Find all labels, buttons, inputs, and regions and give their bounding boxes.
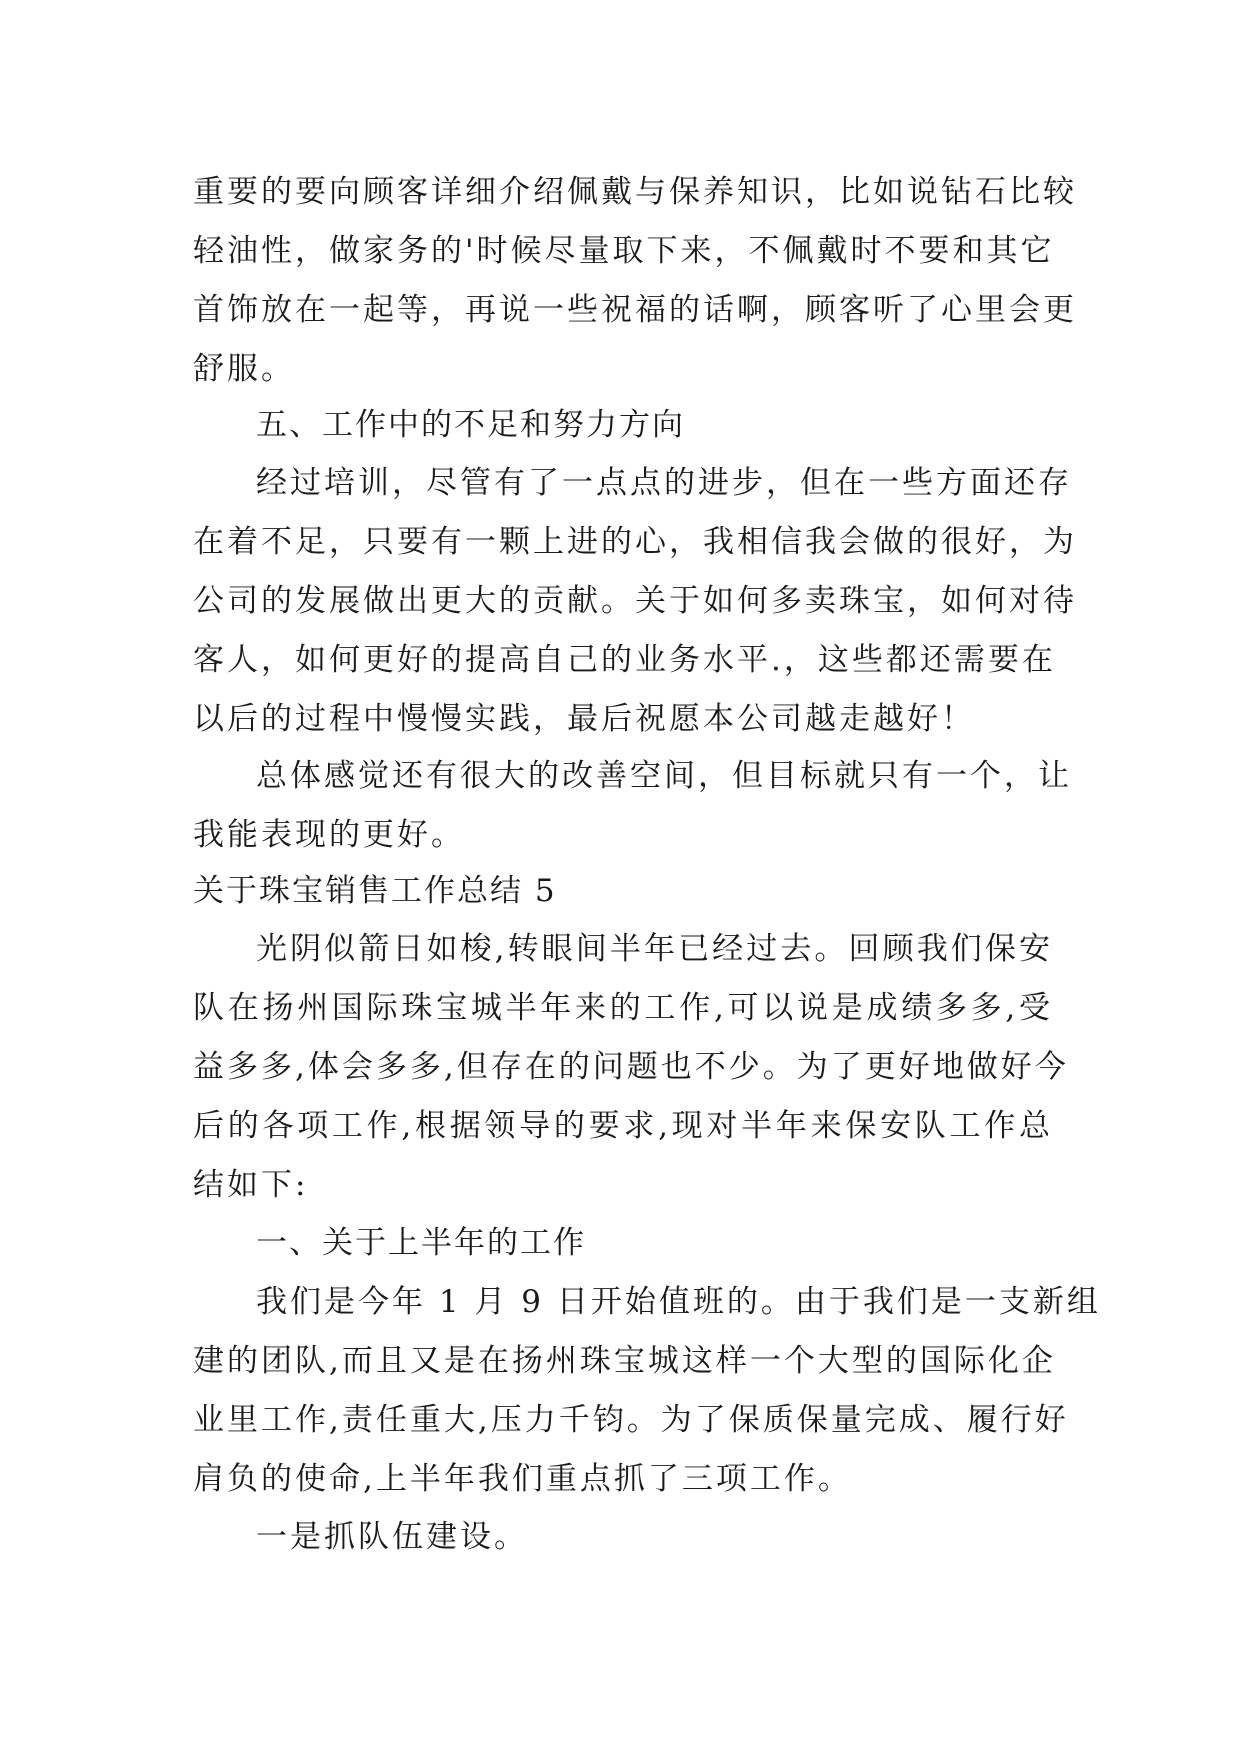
body-text-line: 光阴似箭日如梭,转眼间半年已经过去。回顾我们保安: [256, 931, 1053, 967]
body-text-line: 我们是今年 1 月 9 日开始值班的。由于我们是一支新组: [256, 1284, 1101, 1320]
body-text-line: 建的团队,而且又是在扬州珠宝城这样一个大型的国际化企: [193, 1343, 1056, 1379]
body-text-line: 队在扬州国际珠宝城半年来的工作,可以说是成绩多多,受: [193, 990, 1053, 1026]
body-text-line: 首饰放在一起等，再说一些祝福的话啊，顾客听了心里会更: [193, 292, 1077, 328]
body-text-line: 以后的过程中慢慢实践，最后祝愿本公司越走越好！: [193, 701, 975, 737]
document-title: 关于珠宝销售工作总结 5: [193, 873, 557, 909]
body-text-line: 在着不足，只要有一颗上进的心，我相信我会做的很好，为: [193, 524, 1077, 560]
body-text-line: 业里工作,责任重大,压力千钧。为了保质保量完成、履行好: [193, 1402, 1069, 1438]
body-text-line: 重要的要向顾客详细介绍佩戴与保养知识，比如说钻石比较: [193, 174, 1077, 210]
body-text-line: 我能表现的更好。: [193, 817, 465, 853]
section-heading: 一、关于上半年的工作: [256, 1225, 586, 1261]
body-text-line: 益多多,体会多多,但存在的问题也不少。为了更好地做好今: [193, 1049, 1069, 1085]
body-text-line: 公司的发展做出更大的贡献。关于如何多卖珠宝，如何对待: [193, 583, 1077, 619]
body-text-line: 后的各项工作,根据领导的要求,现对半年来保安队工作总: [193, 1108, 1053, 1144]
body-text-line: 舒服。: [193, 351, 295, 387]
body-text-line: 肩负的使命,上半年我们重点抓了三项工作。: [193, 1461, 852, 1497]
body-text-line: 客人，如何更好的提高自己的业务水平.，这些都还需要在: [193, 642, 1056, 678]
body-text-line: 轻油性，做家务的'时候尽量取下来，不佩戴时不要和其它: [193, 233, 1055, 269]
body-text-line: 经过培训，尽管有了一点点的进步，但在一些方面还存: [256, 465, 1072, 501]
section-heading: 五、工作中的不足和努力方向: [256, 407, 685, 443]
body-text-line: 总体感觉还有很大的改善空间，但目标就只有一个，让: [256, 758, 1072, 794]
body-text-line: 结如下:: [193, 1167, 309, 1203]
body-text-line: 一是抓队伍建设。: [256, 1519, 528, 1555]
